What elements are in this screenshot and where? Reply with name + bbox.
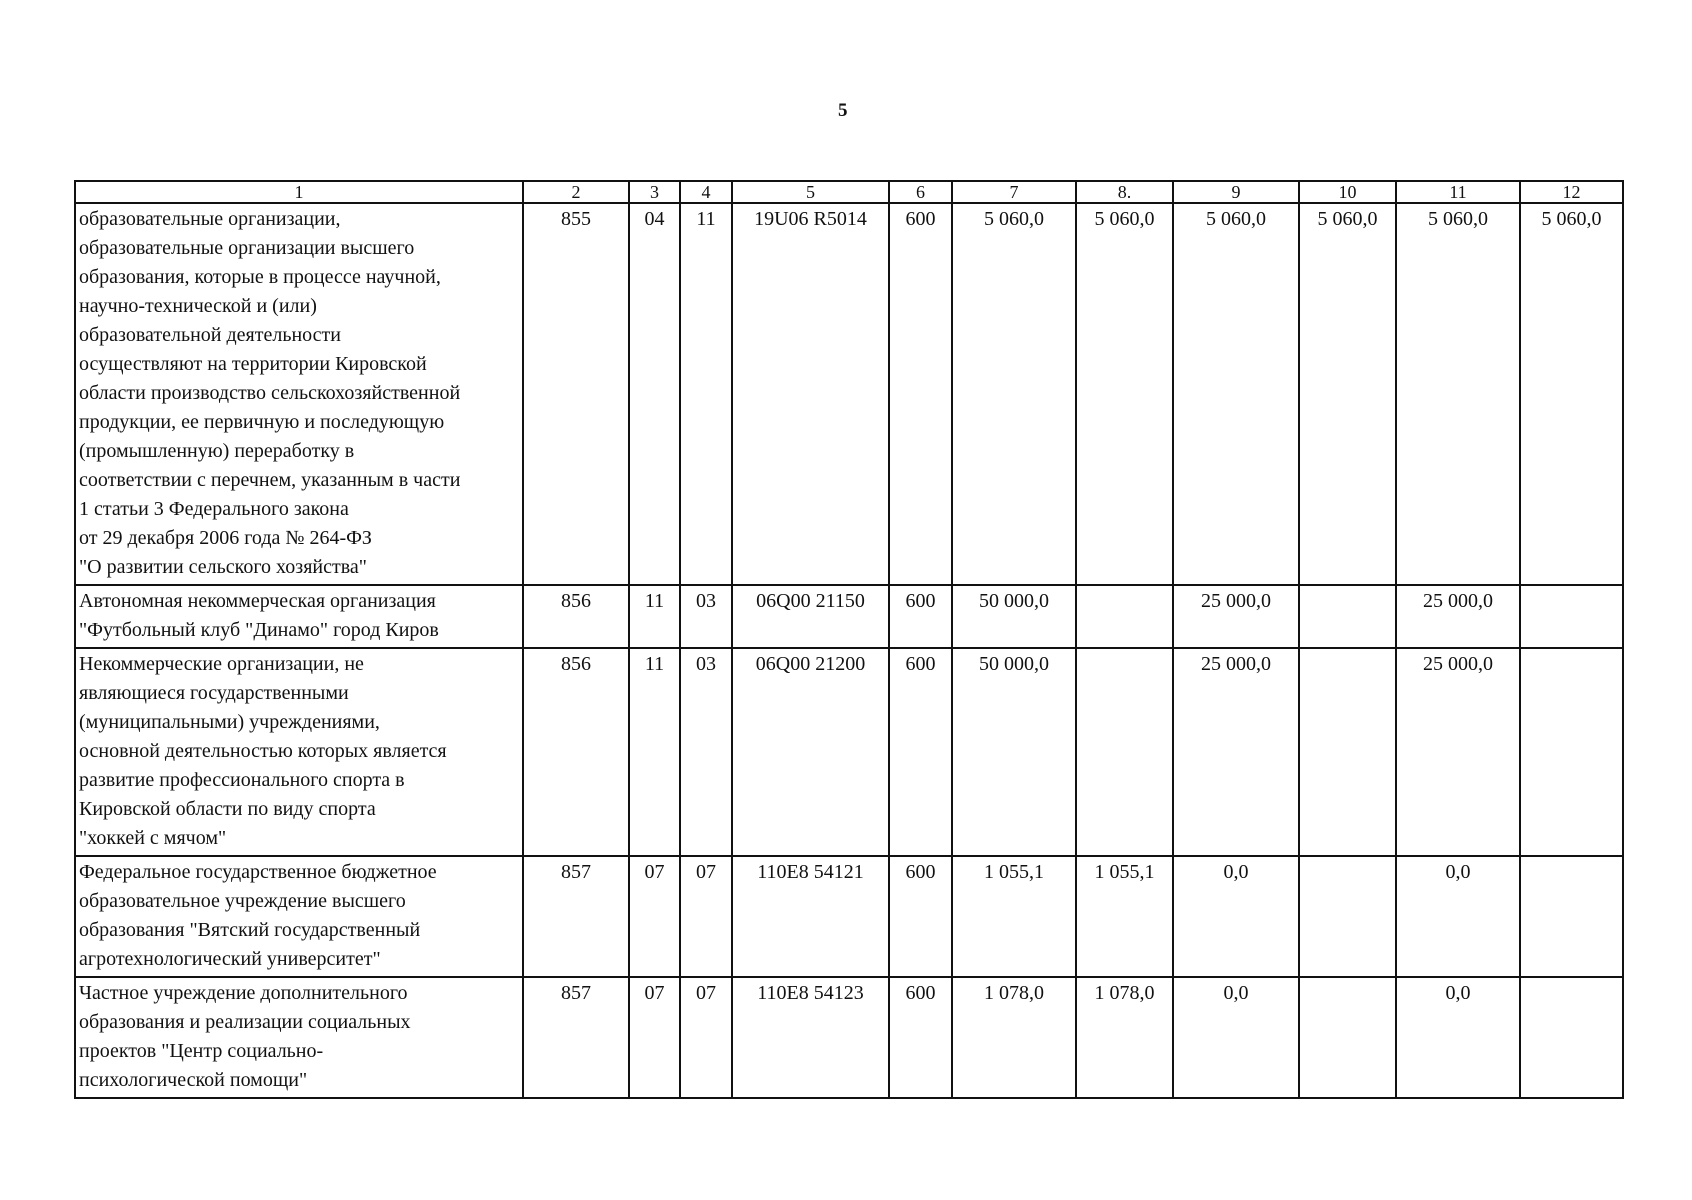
- column-header-11: 11: [1396, 181, 1520, 203]
- cell-col9: 0,0: [1173, 977, 1299, 1098]
- row-description: Частное учреждение дополнительного образования и реализации социальных проектов "Центр социально- психологической помощи": [75, 977, 523, 1098]
- cell-col5: 110E8 54123: [732, 977, 889, 1098]
- cell-col12: [1520, 648, 1623, 856]
- cell-col7: 1 055,1: [952, 856, 1076, 977]
- cell-col10: [1299, 648, 1396, 856]
- cell-col5: 06Q00 21200: [732, 648, 889, 856]
- table-row: [75, 585, 1623, 648]
- cell-col2: 857: [523, 856, 629, 977]
- column-header-9: 9: [1173, 181, 1299, 203]
- cell-col12: [1520, 585, 1623, 648]
- cell-col6: 600: [889, 648, 952, 856]
- cell-col5: 110E8 54121: [732, 856, 889, 977]
- column-header-1: 1: [75, 181, 523, 203]
- cell-col4: 07: [680, 856, 732, 977]
- cell-col9: 5 060,0: [1173, 203, 1299, 585]
- cell-col6: 600: [889, 977, 952, 1098]
- cell-col9: 25 000,0: [1173, 648, 1299, 856]
- cell-col6: 600: [889, 203, 952, 585]
- cell-col8: 5 060,0: [1076, 203, 1173, 585]
- cell-col8: 1 078,0: [1076, 977, 1173, 1098]
- table-row: [75, 648, 1623, 856]
- row-description: Федеральное государственное бюджетное образовательное учреждение высшего образования "Вятский государственный агротехнологический университет": [75, 856, 523, 977]
- row-description: Некоммерческие организации, не являющиеся государственными (муниципальными) учреждениями, основной деятельностью которых является развитие профессионального спорта в Кировской области по виду спорта "хоккей с мячом": [75, 648, 523, 856]
- cell-col8: [1076, 585, 1173, 648]
- cell-col9: 0,0: [1173, 856, 1299, 977]
- budget-table: [74, 180, 1624, 1099]
- cell-col11: 25 000,0: [1396, 585, 1520, 648]
- cell-col2: 856: [523, 585, 629, 648]
- column-header-6: 6: [889, 181, 952, 203]
- page-number: 5: [838, 100, 848, 121]
- cell-col2: 856: [523, 648, 629, 856]
- cell-col7: 50 000,0: [952, 648, 1076, 856]
- cell-col4: 07: [680, 977, 732, 1098]
- cell-col7: 5 060,0: [952, 203, 1076, 585]
- row-description: Автономная некоммерческая организация "Футбольный клуб "Динамо" город Киров: [75, 585, 523, 648]
- column-header-12: 12: [1520, 181, 1623, 203]
- cell-col2: 857: [523, 977, 629, 1098]
- cell-col10: [1299, 856, 1396, 977]
- column-header-3: 3: [629, 181, 680, 203]
- column-header-5: 5: [732, 181, 889, 203]
- cell-col4: 03: [680, 648, 732, 856]
- cell-col7: 50 000,0: [952, 585, 1076, 648]
- table-row: [75, 203, 1623, 585]
- cell-col10: 5 060,0: [1299, 203, 1396, 585]
- cell-col4: 03: [680, 585, 732, 648]
- cell-col12: [1520, 856, 1623, 977]
- cell-col11: 0,0: [1396, 856, 1520, 977]
- cell-col3: 04: [629, 203, 680, 585]
- cell-col12: [1520, 977, 1623, 1098]
- cell-col8: [1076, 648, 1173, 856]
- cell-col3: 11: [629, 585, 680, 648]
- cell-col11: 0,0: [1396, 977, 1520, 1098]
- cell-col9: 25 000,0: [1173, 585, 1299, 648]
- cell-col12: 5 060,0: [1520, 203, 1623, 585]
- column-header-8: 8.: [1076, 181, 1173, 203]
- cell-col6: 600: [889, 585, 952, 648]
- column-header-7: 7: [952, 181, 1076, 203]
- column-header-4: 4: [680, 181, 732, 203]
- cell-col4: 11: [680, 203, 732, 585]
- cell-col3: 11: [629, 648, 680, 856]
- cell-col7: 1 078,0: [952, 977, 1076, 1098]
- cell-col10: [1299, 977, 1396, 1098]
- cell-col2: 855: [523, 203, 629, 585]
- column-header-10: 10: [1299, 181, 1396, 203]
- table-header-row: [75, 181, 1623, 203]
- cell-col8: 1 055,1: [1076, 856, 1173, 977]
- cell-col11: 25 000,0: [1396, 648, 1520, 856]
- cell-col11: 5 060,0: [1396, 203, 1520, 585]
- cell-col3: 07: [629, 977, 680, 1098]
- cell-col5: 06Q00 21150: [732, 585, 889, 648]
- table-row: [75, 977, 1623, 1098]
- cell-col5: 19U06 R5014: [732, 203, 889, 585]
- row-description: образовательные организации, образовательные организации высшего образования, которые в процессе научной, научно-технической и (или) образовательной деятельности осуществляют на территории Кировской области производство сельскохозяйственной продукции, ее первичную и последующую (промышленную) переработку в соответствии с перечнем, указанным в части 1 статьи 3 Федерального закона от 29 декабря 2006 года № 264-ФЗ "О развитии сельского хозяйства": [75, 203, 523, 585]
- cell-col3: 07: [629, 856, 680, 977]
- column-header-2: 2: [523, 181, 629, 203]
- cell-col10: [1299, 585, 1396, 648]
- table-row: [75, 856, 1623, 977]
- cell-col6: 600: [889, 856, 952, 977]
